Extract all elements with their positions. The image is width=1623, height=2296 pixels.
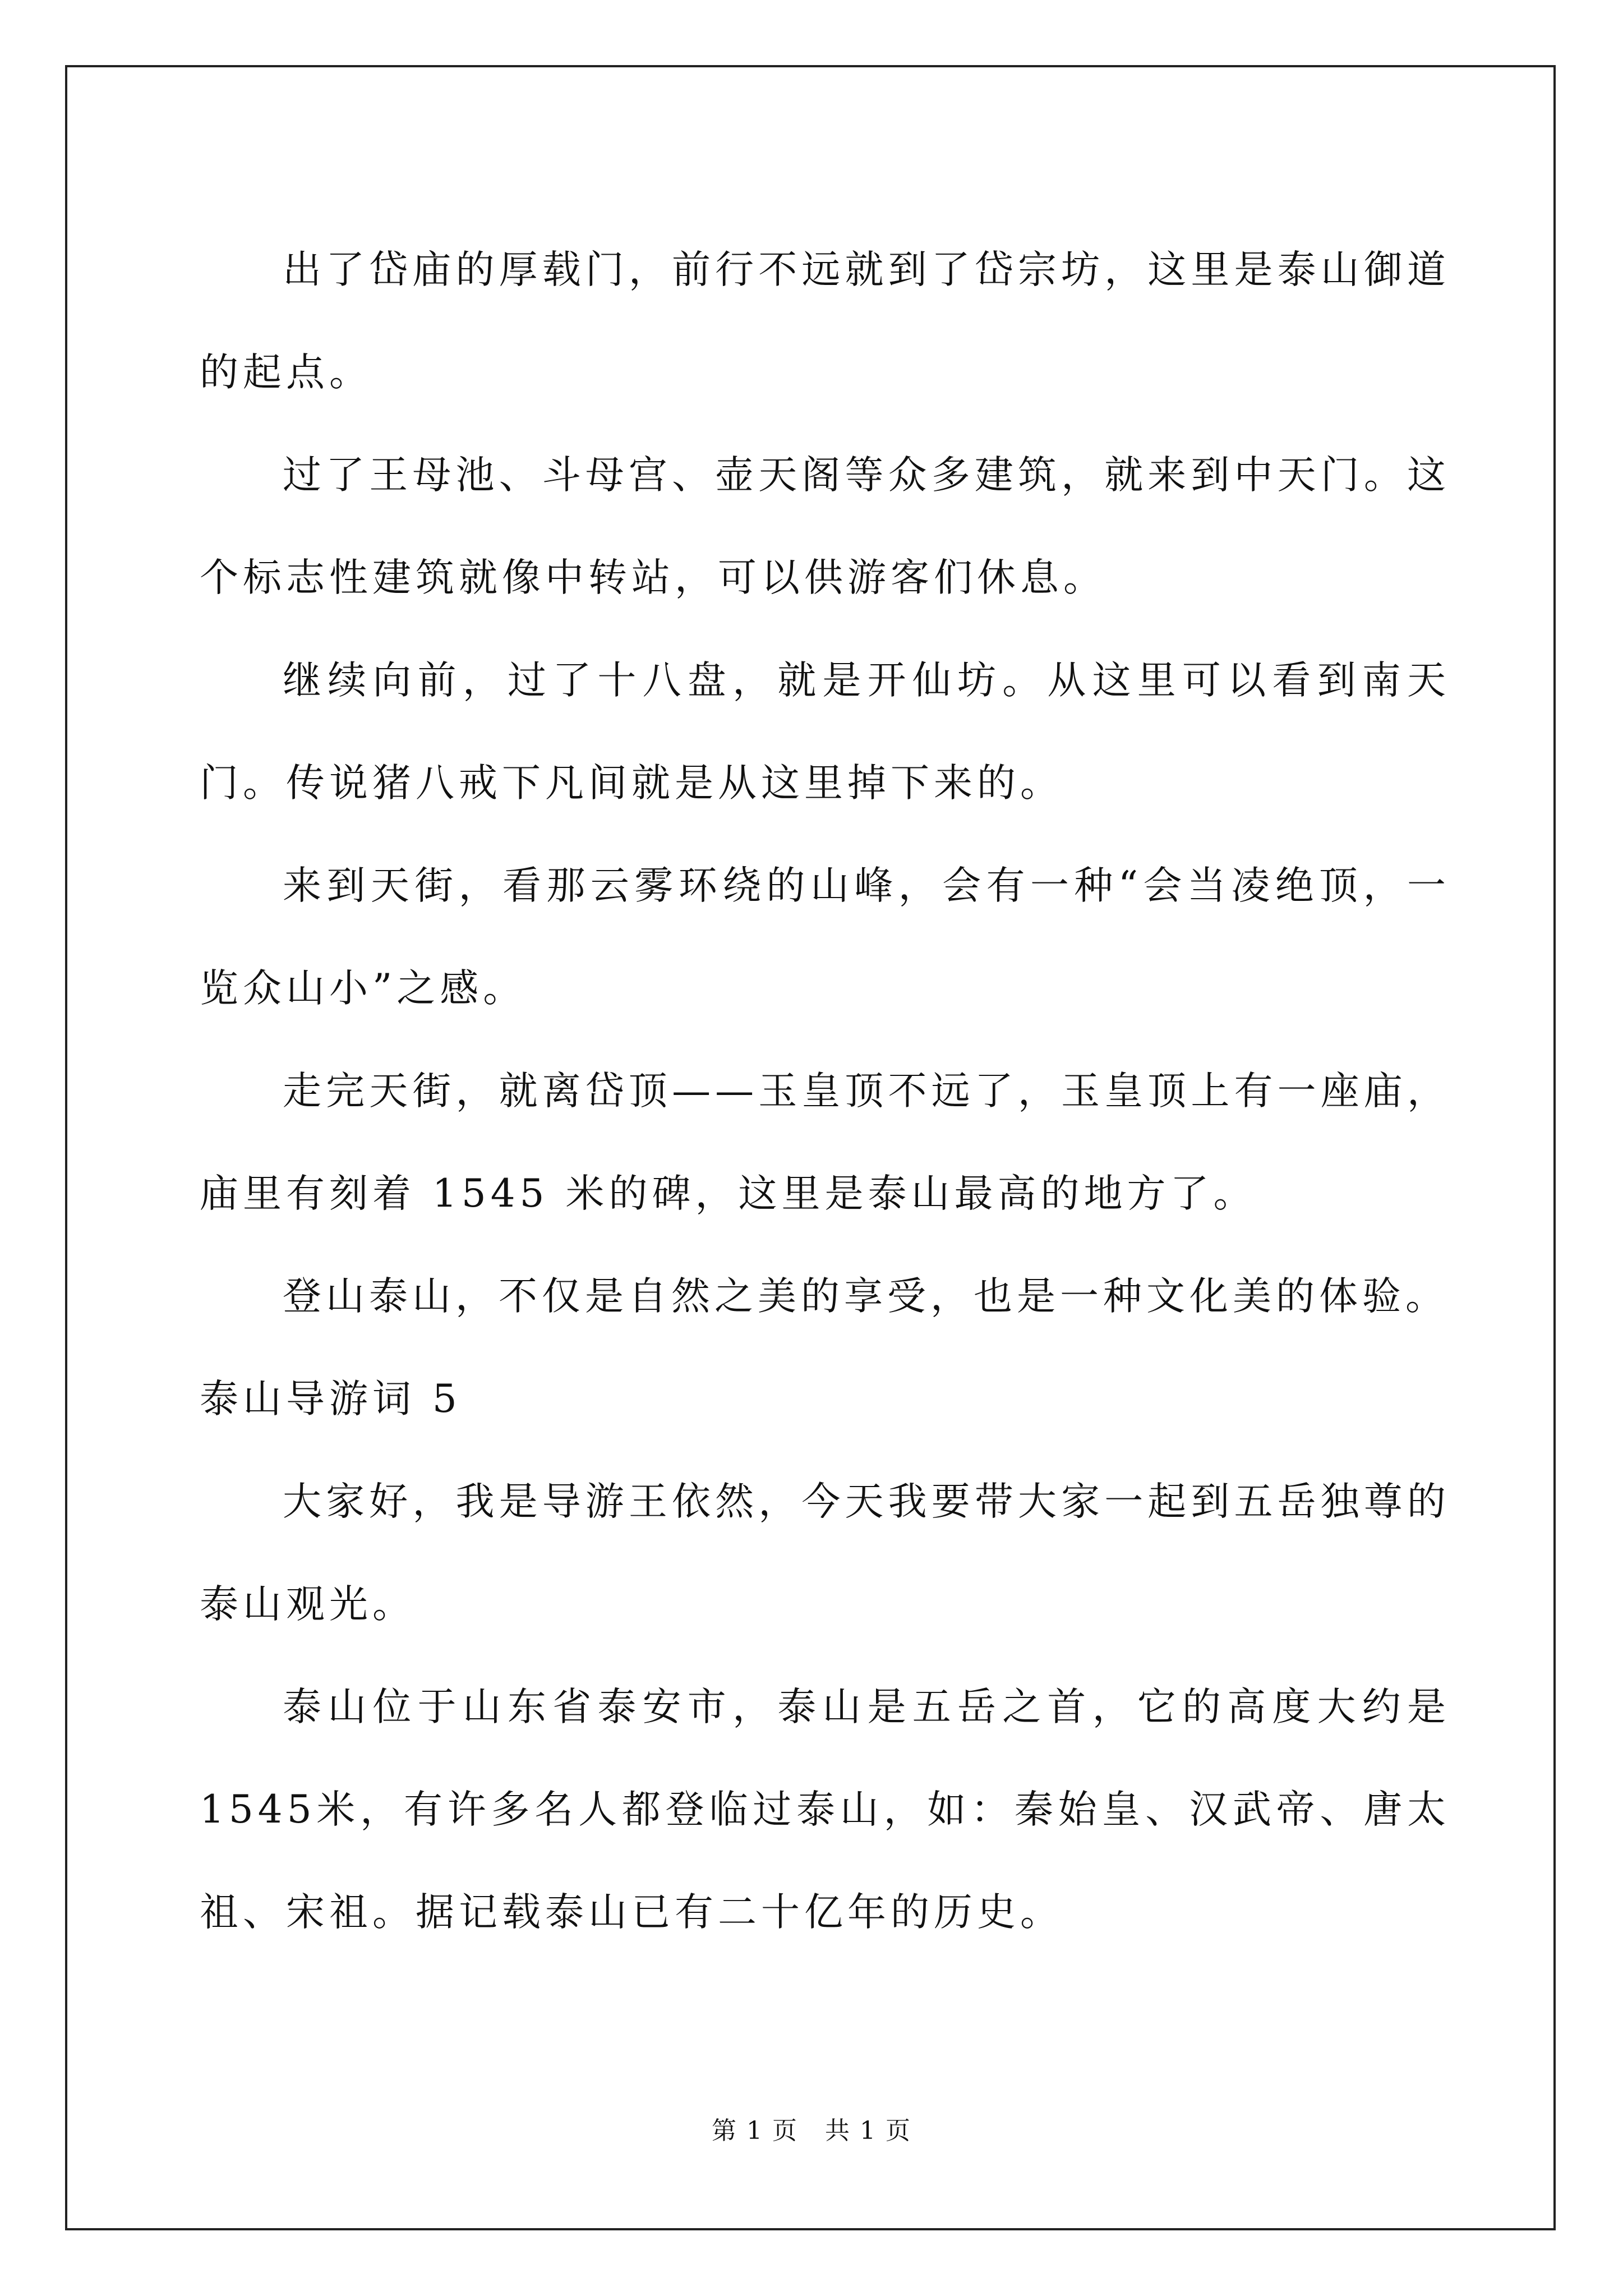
paragraph: 大家好，我是导游王依然，今天我要带大家一起到五岳独尊的泰山观光。 [200, 1479, 1450, 1627]
page-footer: 第 1 页 共 1 页 [712, 2116, 911, 2145]
paragraph: 继续向前，过了十八盘，就是开仙坊。从这里可以看到南天门。传说猪八戒下凡间就是从这里掉下来的。 [200, 658, 1450, 806]
paragraph: 过了王母池、斗母宫、壶天阁等众多建筑，就来到中天门。这个标志性建筑就像中转站，可以供游客们休息。 [200, 453, 1450, 600]
paragraph: 走完天街，就离岱顶——玉皇顶不远了，玉皇顶上有一座庙，庙里有刻着 1545 米的碑，这里是泰山最高的地方了。 [200, 1069, 1450, 1216]
section-heading: 泰山导游词 5 [200, 1377, 462, 1421]
paragraph: 登山泰山，不仅是自然之美的享受，也是一种文化美的体验。 [283, 1274, 1449, 1319]
document-body [200, 219, 1450, 1964]
paragraph: 来到天街，看那云雾环绕的山峰，会有一种“会当凌绝顶，一览众山小”之感。 [200, 863, 1450, 1011]
paragraph: 泰山位于山东省泰安市，泰山是五岳之首，它的高度大约是 1545米，有许多名人都登临过泰山，如：秦始皇、汉武帝、唐太祖、宋祖。据记载泰山已有二十亿年的历史。 [200, 1685, 1450, 1935]
paragraph: 出了岱庙的厚载门，前行不远就到了岱宗坊，这里是泰山御道的起点。 [200, 247, 1450, 395]
